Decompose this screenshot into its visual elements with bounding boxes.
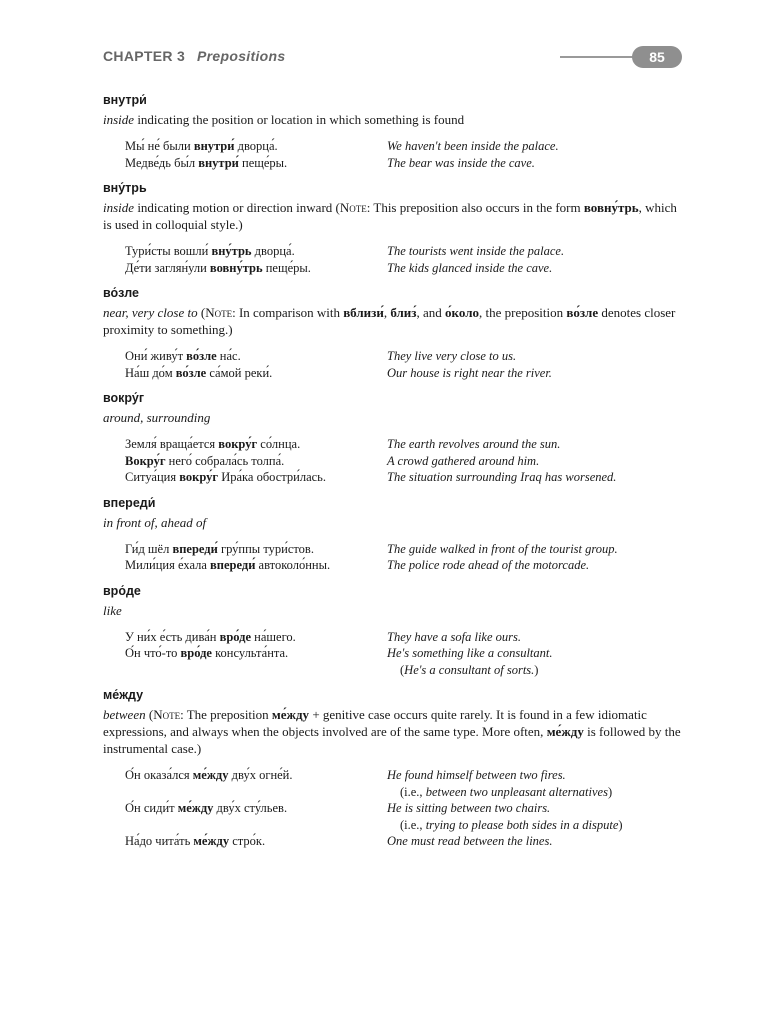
example-russian: Ситуа́ция вокру́г Ира́ка обостри́лась. (125, 470, 327, 484)
example-english: The bear was inside the cave. (387, 155, 535, 170)
example-russian: Земля́ враща́ется вокру́г со́лнца. (125, 437, 301, 451)
definition: inside indicating motion or direction inward (Note: This preposition also occurs in the form вовну́трь, which is used in colloquial style.) (103, 200, 677, 232)
example-russian: О́н оказа́лся ме́жду дву́х огне́й. (125, 768, 293, 782)
example-russian: О́н что́-то вро́де консульта́нта. (125, 646, 289, 660)
example-row (103, 629, 688, 646)
headword: впереди́ (103, 495, 156, 510)
example-english: The kids glanced inside the cave. (387, 260, 553, 275)
example-english: They have a sofa like ours. (387, 629, 522, 644)
example-english: One must read between the lines. (387, 834, 553, 848)
running-head (103, 48, 285, 64)
example-english: He is sitting between two chairs. (i.e., trying to please both sides in a dispute) (387, 800, 688, 833)
example-note: (i.e., trying to please both sides in a dispute) (400, 817, 623, 832)
example-english: The guide walked in front of the tourist group. (387, 541, 618, 556)
headword: ме́жду (103, 688, 144, 702)
example-russian: Вокру́г него́ собрала́сь толпа́. (125, 453, 285, 468)
dictionary-content (103, 92, 688, 859)
definition: like (103, 602, 122, 618)
example-english: Our house is right near the river. (387, 365, 552, 380)
example-row (103, 469, 688, 486)
example-russian: Мили́ция е́хала впереди́ автоколо́нны. (125, 558, 331, 572)
example-note: (He's a consultant of sorts.) (400, 662, 539, 677)
headword: вро́де (103, 583, 141, 598)
entry-vnutr (103, 180, 688, 276)
headword: во́зле (103, 286, 139, 300)
example-row (103, 800, 688, 833)
headword: вну́трь (103, 181, 147, 195)
example-russian: На́ш до́м во́зле са́мой реки́. (125, 365, 273, 380)
definition: between (Note: The preposition ме́жду + genitive case occurs quite rarely. It is found in a few idiomatic expressions, and always when the objects involved are of the same type. More often, ме́жду is followed by the instrumental case.) (103, 707, 681, 756)
example-russian: Мы́ не́ были внутри́ дворца́. (125, 139, 278, 153)
example-row (103, 767, 688, 800)
example-russian: Медве́дь бы́л внутри́ пеще́ры. (125, 155, 288, 170)
example-row (103, 436, 688, 453)
example-row (103, 138, 688, 155)
entry-vokrug (103, 390, 688, 486)
page-header (0, 0, 783, 80)
definition: in front of, ahead of (103, 514, 207, 530)
example-english: They live very close to us. (387, 349, 517, 363)
example-english: The earth revolves around the sun. (387, 437, 561, 451)
example-row (103, 365, 688, 382)
headword: вокру́г (103, 391, 145, 405)
example-english: A crowd gathered around him. (387, 453, 540, 468)
chapter-title: Prepositions (197, 48, 286, 64)
definition: inside indicating the position or location in which something is found (103, 112, 465, 127)
example-row (103, 243, 688, 260)
example-russian: Ги́д шёл впереди́ гру́ппы тури́стов. (125, 541, 314, 556)
example-row (103, 453, 688, 470)
headword: внутри́ (103, 93, 147, 107)
example-row (103, 645, 688, 678)
example-russian: О́н сиди́т ме́жду дву́х сту́льев. (125, 801, 288, 815)
example-russian: Де́ти заглян́ули вовну́трь пеще́ры. (125, 260, 311, 275)
example-english: We haven't been inside the palace. (387, 139, 559, 153)
example-english: The tourists went inside the palace. (387, 244, 565, 258)
entry-vperedi (103, 495, 688, 574)
entry-vozle (103, 285, 688, 381)
example-russian: Тури́сты вошли́ вну́трь дворца́. (125, 244, 295, 258)
definition: near, very close to (Note: In comparison with вблизи́, близ́, and о́коло, the preposition во́зле denotes closer proximity to something.) (103, 305, 676, 337)
entry-vnutri (103, 92, 688, 171)
example-english: The police rode ahead of the motorcade. (387, 558, 590, 572)
example-english: He's something like a consultant. (He's a consultant of sorts.) (387, 645, 688, 678)
example-russian: Они́ живу́т во́зле на́с. (125, 349, 241, 363)
header-rule (560, 56, 640, 58)
definition: around, surrounding (103, 410, 211, 425)
chapter-number: CHAPTER 3 (103, 48, 186, 64)
example-russian: На́до чита́ть ме́жду стро́к. (125, 834, 266, 848)
entry-vrode (103, 583, 688, 679)
example-row (103, 541, 688, 558)
page-number: 85 (632, 46, 682, 68)
example-row (103, 348, 688, 365)
example-row (103, 260, 688, 277)
example-russian: У ни́х е́сть дива́н вро́де на́шего. (125, 629, 296, 644)
example-row (103, 155, 688, 172)
example-note: (i.e., between two unpleasant alternatives) (400, 784, 613, 799)
example-english: He found himself between two fires. (i.e., between two unpleasant alternatives) (387, 767, 688, 800)
example-row (103, 833, 688, 850)
example-row (103, 557, 688, 574)
entry-mezhdu (103, 687, 688, 850)
example-english: The situation surrounding Iraq has worsened. (387, 470, 617, 484)
